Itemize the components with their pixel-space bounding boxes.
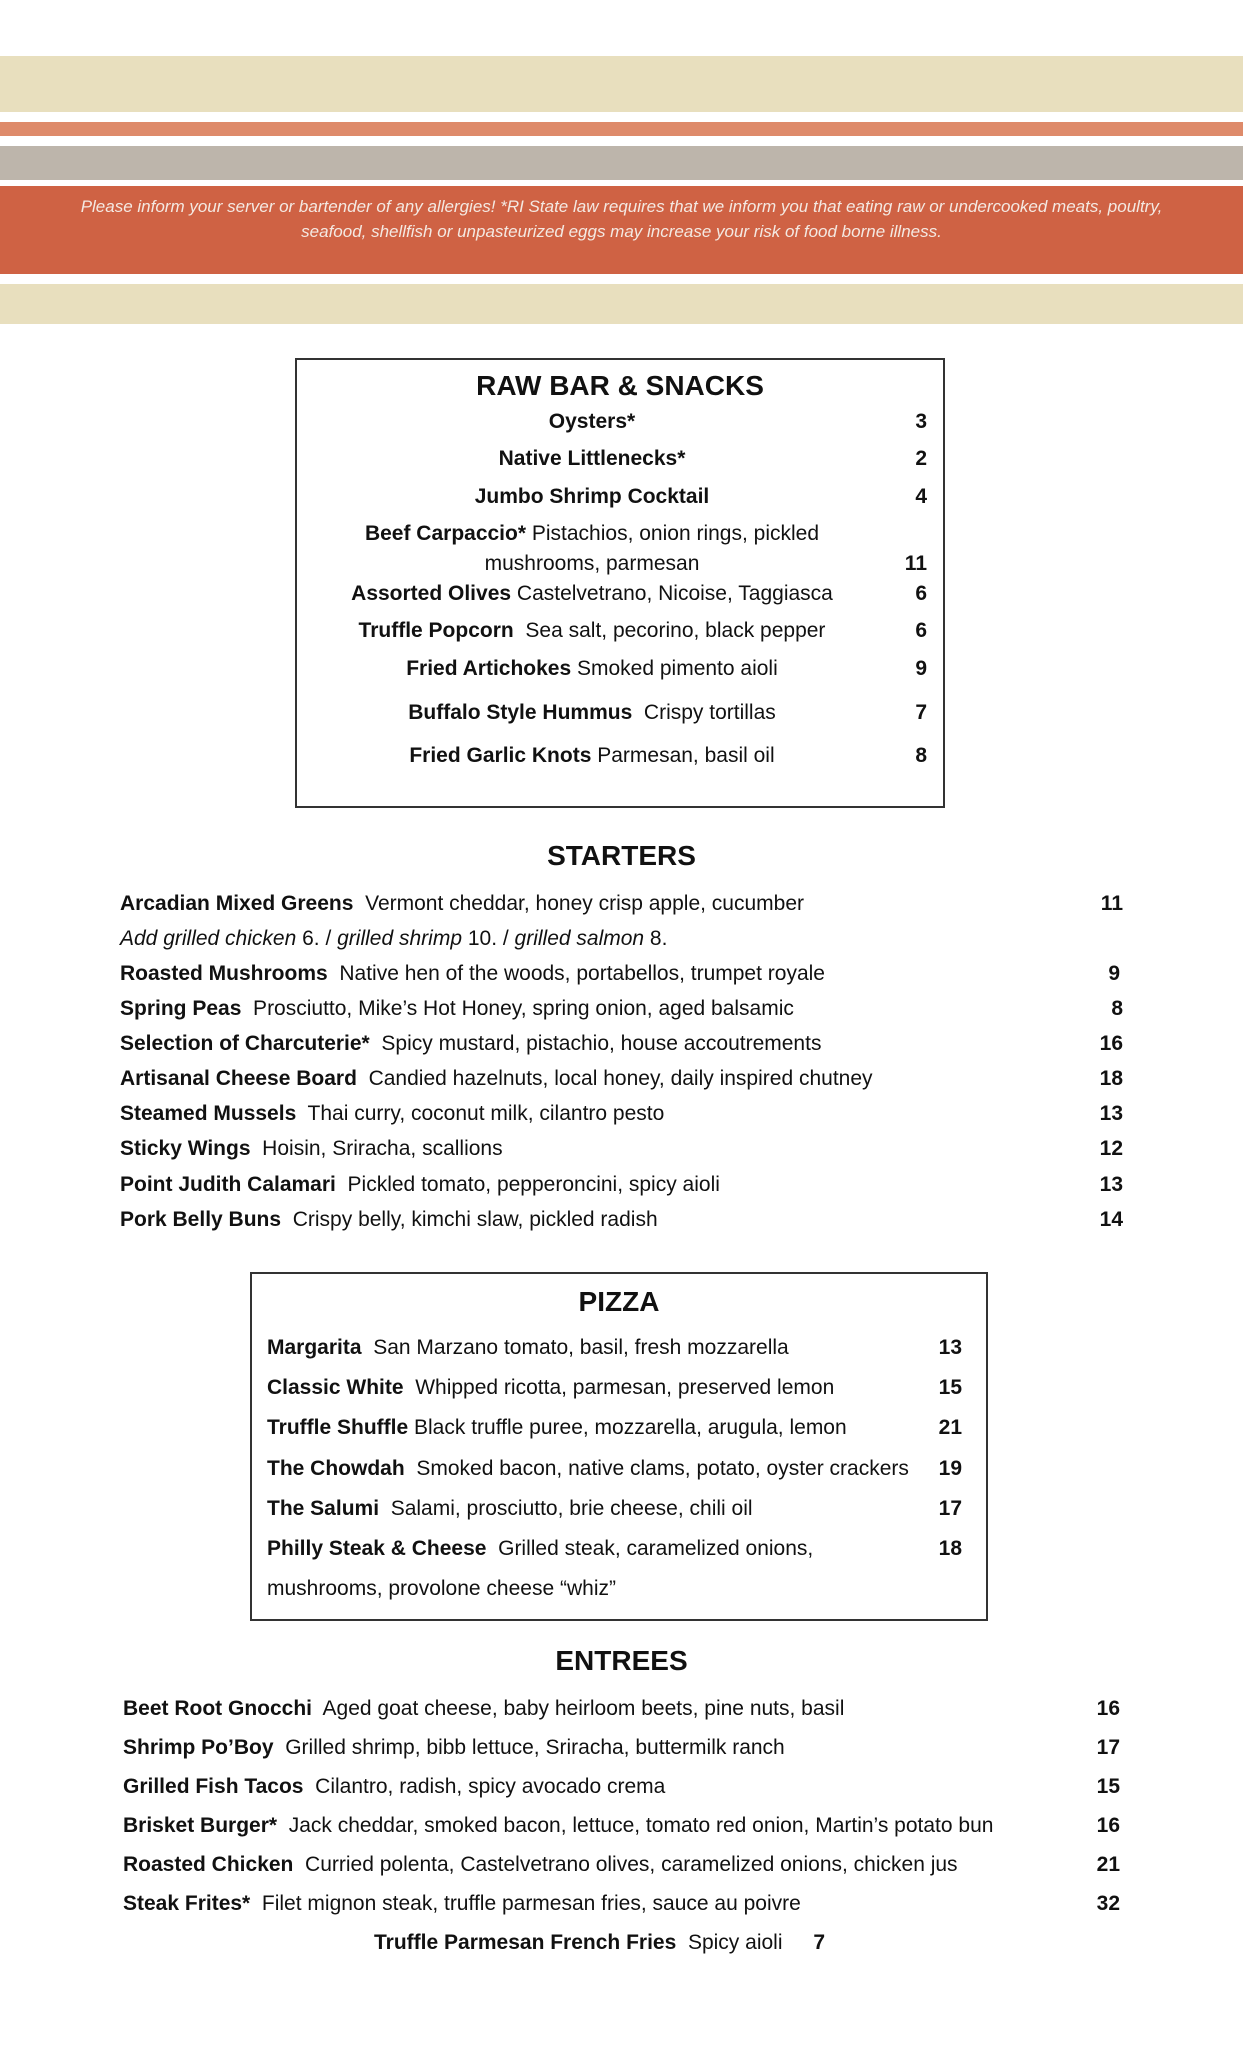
item-name: Steak Frites* — [123, 1892, 251, 1915]
item-name: Brisket Burger* — [123, 1814, 278, 1837]
item-name: Roasted Mushrooms — [120, 962, 328, 985]
item-description: mushrooms, provolone cheese “whiz” — [267, 1577, 616, 1600]
item-name: Sticky Wings — [120, 1137, 251, 1160]
pizza-title: PIZZA — [578, 1286, 660, 1317]
menu-item — [123, 1775, 665, 1799]
item-price: 15 — [938, 1376, 962, 1399]
item-description: Crispy tortillas — [632, 701, 776, 724]
item-name: The Salumi — [267, 1497, 380, 1520]
item-description: Filet mignon steak, truffle parmesan fries, sauce au poivre — [250, 1892, 801, 1915]
item-name: Point Judith Calamari — [120, 1173, 336, 1196]
item-description: Aged goat cheese, baby heirloom beets, pine nuts, basil — [312, 1697, 845, 1720]
item-name: Truffle Parmesan French Fries — [374, 1931, 677, 1954]
item-description: Candied hazelnuts, local honey, daily inspired chutney — [356, 1067, 873, 1090]
item-price: 11 — [904, 552, 927, 575]
item-description: Thai curry, coconut milk, cilantro pesto — [296, 1102, 665, 1125]
item-name: Truffle Shuffle — [267, 1416, 409, 1439]
item-name: Native Littlenecks* — [498, 447, 686, 470]
item-name: Roasted Chicken — [123, 1853, 294, 1876]
item-price: 13 — [938, 1336, 962, 1359]
item-description: Prosciutto, Mike’s Hot Honey, spring onion, aged balsamic — [241, 997, 794, 1020]
item-price: 13 — [1099, 1173, 1123, 1196]
item-name: Fried Garlic Knots — [409, 744, 592, 767]
item-price: 18 — [938, 1537, 962, 1560]
item-price: 18 — [1099, 1067, 1123, 1090]
item-name: Beef Carpaccio* — [364, 522, 527, 545]
item-price: 4 — [915, 485, 927, 508]
item-name: Oysters* — [548, 410, 636, 433]
item-price: 16 — [1096, 1814, 1120, 1837]
item-price: 21 — [1096, 1853, 1120, 1876]
item-price: 11 — [1100, 892, 1123, 915]
menu-item — [123, 1697, 844, 1721]
item-name: Arcadian Mixed Greens — [120, 892, 354, 915]
menu-item — [267, 1336, 789, 1360]
menu-item — [267, 1537, 813, 1561]
item-name: Philly Steak & Cheese — [267, 1537, 487, 1560]
item-description: Pistachios, onion rings, pickled — [526, 522, 820, 545]
allergy-notice-banner — [0, 186, 1243, 274]
item-price: 14 — [1099, 1208, 1123, 1231]
menu-item — [120, 1173, 720, 1197]
menu-item — [120, 1208, 658, 1232]
item-description: Vermont cheddar, honey crisp apple, cucumber — [353, 892, 805, 915]
item-price: 17 — [1096, 1736, 1120, 1759]
item-price: 2 — [915, 447, 927, 470]
menu-item — [120, 1102, 664, 1126]
item-name: Beet Root Gnocchi — [123, 1697, 313, 1720]
item-name: Fried Artichokes — [406, 657, 572, 680]
top-stripe-gray — [0, 146, 1243, 180]
item-description: San Marzano tomato, basil, fresh mozzarella — [361, 1336, 789, 1359]
item-description: mushrooms, parmesan — [484, 552, 700, 575]
item-price: 16 — [1096, 1697, 1120, 1720]
item-description: Crispy belly, kimchi slaw, pickled radish — [281, 1208, 658, 1231]
item-description: Salami, prosciutto, brie cheese, chili oil — [379, 1497, 753, 1520]
item-price: 8 — [1111, 997, 1123, 1020]
menu-item — [120, 1032, 821, 1056]
item-description: Black truffle puree, mozzarella, arugula, lemon — [408, 1416, 847, 1439]
item-description: Smoked bacon, native clams, potato, oyster crackers — [404, 1457, 909, 1480]
menu-item — [123, 1814, 993, 1838]
menu-item — [120, 962, 825, 986]
menu-item — [123, 1892, 801, 1916]
item-price: 3 — [915, 410, 927, 433]
item-description: Hoisin, Sriracha, scallions — [250, 1137, 503, 1160]
item-name: Artisanal Cheese Board — [120, 1067, 357, 1090]
item-description: Curried polenta, Castelvetrano olives, caramelized onions, chicken jus — [293, 1853, 958, 1876]
item-price: 15 — [1096, 1775, 1120, 1798]
item-price: 17 — [938, 1497, 962, 1520]
item-price: 6 — [915, 619, 927, 642]
item-name: Spring Peas — [120, 997, 242, 1020]
add-protein-note: Add grilled chicken 6. / grilled shrimp 10. / grilled salmon 8. — [120, 927, 668, 950]
raw-bar-title: RAW BAR & SNACKS — [476, 370, 764, 401]
item-name: Buffalo Style Hummus — [408, 701, 633, 724]
menu-item — [123, 1853, 958, 1877]
item-description: Castelvetrano, Nicoise, Taggiasca — [511, 582, 833, 605]
item-name: Steamed Mussels — [120, 1102, 297, 1125]
item-description: Smoked pimento aioli — [571, 657, 778, 680]
item-name: Truffle Popcorn — [358, 619, 514, 642]
bottom-stripe-cream — [0, 284, 1243, 324]
menu-item — [267, 1497, 753, 1521]
menu-item — [267, 1416, 847, 1440]
item-price: 6 — [915, 582, 927, 605]
item-description: Parmesan, basil oil — [591, 744, 775, 767]
item-description: Cilantro, radish, spicy avocado crema — [303, 1775, 666, 1798]
menu-item — [123, 1736, 785, 1760]
item-name: The Chowdah — [267, 1457, 405, 1480]
item-description: Pickled tomato, pepperoncini, spicy aioli — [335, 1173, 720, 1196]
menu-item — [120, 1067, 873, 1091]
item-description: Grilled shrimp, bibb lettuce, Sriracha, buttermilk ranch — [273, 1736, 785, 1759]
item-name: Assorted Olives — [351, 582, 512, 605]
allergy-notice-line-1: Please inform your server or bartender of any allergies! *RI State law requires that we inform you that eating raw or undercooked meats, poultry, — [80, 197, 1163, 216]
item-price: 16 — [1099, 1032, 1123, 1055]
starters-title: STARTERS — [547, 840, 696, 871]
menu-item — [267, 1457, 909, 1481]
entrees-title: ENTREES — [555, 1645, 688, 1676]
menu-item — [120, 892, 804, 916]
item-price: 32 — [1096, 1892, 1120, 1915]
item-name: Selection of Charcuterie* — [120, 1032, 370, 1055]
allergy-notice-line-2: seafood, shellfish or unpasteurized eggs may increase your risk of food borne illness. — [301, 222, 942, 241]
item-price: 12 — [1099, 1137, 1123, 1160]
item-price: 19 — [938, 1457, 962, 1480]
item-price: 7 — [915, 701, 927, 724]
item-name: Grilled Fish Tacos — [123, 1775, 304, 1798]
pizza-section — [250, 1272, 988, 1621]
top-stripe-cream — [0, 56, 1243, 112]
item-name: Pork Belly Buns — [120, 1208, 282, 1231]
item-description: Spicy mustard, pistachio, house accoutrements — [369, 1032, 822, 1055]
item-description: Whipped ricotta, parmesan, preserved lemon — [403, 1376, 835, 1399]
side-item — [374, 1931, 783, 1955]
menu-item — [120, 997, 794, 1021]
item-price: 9 — [1108, 962, 1120, 985]
item-description: Sea salt, pecorino, black pepper — [513, 619, 826, 642]
item-name: Shrimp Po’Boy — [123, 1736, 274, 1759]
menu-item — [120, 1137, 503, 1161]
item-description: Jack cheddar, smoked bacon, lettuce, tomato red onion, Martin’s potato bun — [277, 1814, 994, 1837]
item-description: Native hen of the woods, portabellos, trumpet royale — [327, 962, 825, 985]
item-price: 21 — [938, 1416, 962, 1439]
item-name: Classic White — [267, 1376, 404, 1399]
item-description: Grilled steak, caramelized onions, — [486, 1537, 814, 1560]
item-price: 9 — [915, 657, 927, 680]
top-stripe-coral — [0, 122, 1243, 136]
item-description: Spicy aioli — [676, 1931, 783, 1954]
item-price: 7 — [813, 1931, 825, 1954]
raw-bar-section — [295, 358, 945, 808]
item-price: 13 — [1099, 1102, 1123, 1125]
item-price: 8 — [915, 744, 927, 767]
item-name: Jumbo Shrimp Cocktail — [474, 485, 710, 508]
menu-item — [267, 1376, 834, 1400]
item-name: Margarita — [267, 1336, 362, 1359]
